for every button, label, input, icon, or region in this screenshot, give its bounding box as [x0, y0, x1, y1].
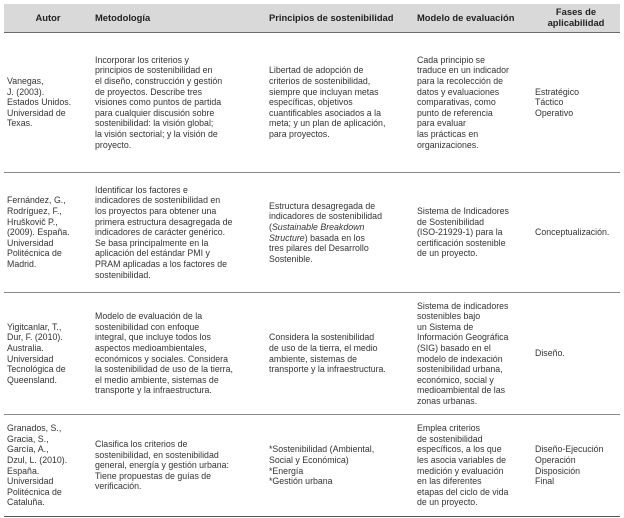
cell-line: comparativas, como [417, 97, 496, 108]
cell-line: visiones como puntos de partida [95, 97, 222, 108]
cell-modelo [414, 415, 532, 517]
header-autor: Autor [4, 4, 92, 33]
cell-line: Cataluña. [7, 497, 45, 508]
cell-line: Gracia, S., [7, 433, 49, 444]
cell-principios [266, 293, 414, 415]
cell-line: (2009). España. [7, 227, 70, 238]
cell-line: Texas. [7, 118, 33, 129]
cell-line [269, 222, 411, 233]
cell-line: J. (2003). [7, 86, 45, 97]
header-principios: Principios de sostenibilidad [266, 4, 414, 33]
cell-line: transporte y la infraestructura. [95, 385, 212, 396]
cell-line: Información Geográfica [417, 332, 509, 343]
cell-line: modelo de indexación [417, 353, 503, 364]
cell-autor [4, 33, 92, 173]
cell-line: sostenibilidad, en sostenibilidad [95, 449, 219, 460]
cell-line: Universidad [7, 353, 54, 364]
cell-fases [532, 293, 620, 415]
cell-line: traduce en un indicador [417, 65, 509, 76]
methodology-comparison-table [4, 4, 620, 517]
cell-line: cuantificables asociados a la [269, 107, 381, 118]
cell-line: Madrid. [7, 258, 37, 269]
cell-line: el diseño, construcción y gestión [95, 76, 223, 87]
cell-line: España. [7, 465, 40, 476]
cell-line: datos y evaluaciones [417, 86, 500, 97]
cell-line: Final [535, 476, 555, 487]
cell-line: proyecto. [95, 139, 132, 150]
cell-line: Tiene propuestas de guías de [95, 470, 212, 481]
text-fragment: ( [269, 221, 272, 232]
cell-line: aplicación del estándar PMI y [95, 248, 210, 259]
cell-line: de sostenibilidad [417, 433, 483, 444]
cell-line: para evaluar [417, 118, 466, 129]
cell-line: Se basa principalmente en la [95, 237, 209, 248]
cell-line: la sostenibilidad de uso de la tierra, [95, 364, 233, 375]
cell-line: medición y evaluación [417, 465, 504, 476]
table-row [4, 293, 620, 415]
cell-line: Estados Unidos. [7, 97, 72, 108]
cell-line: Táctico [535, 97, 564, 108]
table-row [4, 415, 620, 517]
cell-modelo [414, 33, 532, 173]
cell-line: las prácticas en [417, 128, 479, 139]
cell-line: García, A., [7, 444, 49, 455]
cell-line: punto de referencia [417, 107, 493, 118]
cell-line: sostenibilidad. [95, 269, 151, 280]
cell-line: Fernández, G., [7, 195, 66, 206]
cell-metodologia [92, 173, 266, 293]
cell-line: Operación [535, 454, 576, 465]
cell-line: Tecnológica de [7, 364, 66, 375]
cell-line: para cualquier discusión sobre [95, 107, 215, 118]
cell-line: aspectos medioambientales, [95, 342, 207, 353]
cell-line: la visión sectorial; y la visión de [95, 128, 218, 139]
cell-line: transporte y la infraestructura. [269, 364, 386, 375]
cell-line: Sistema de Indicadores [417, 206, 509, 217]
italic-term: Structure [269, 232, 305, 243]
cell-line: sostenibilidad con enfoque [95, 321, 200, 332]
cell-autor [4, 293, 92, 415]
cell-line: (ISO-21929-1) para la [417, 227, 503, 238]
cell-line: Hruškovič P., [7, 216, 58, 227]
cell-line: para proyectos. [269, 128, 330, 139]
cell-autor [4, 415, 92, 517]
cell-line: un Sistema de [417, 321, 474, 332]
cell-line: Dzul, L. (2010). [7, 454, 68, 465]
cell-fases [532, 173, 620, 293]
cell-line: de proyectos. Describe tres [95, 86, 203, 97]
cell-line: Vanegas, [7, 76, 44, 87]
cell-line: indicadores de sostenibilidad [269, 211, 382, 222]
cell-line: zonas urbanas. [417, 395, 478, 406]
cell-line: Estructura desagregada de [269, 200, 376, 211]
cell-line: sostenibilidad: la visión global; [95, 118, 214, 129]
cell-line: meta; y un plan de aplicación, [269, 118, 386, 129]
cell-line: de uso de la tierra, el medio [269, 342, 378, 353]
cell-line: etapas del ciclo de vida [417, 486, 509, 497]
cell-line: Cada principio se [417, 54, 485, 65]
cell-metodologia [92, 33, 266, 173]
cell-metodologia [92, 293, 266, 415]
cell-line: verificación. [95, 481, 142, 492]
cell-line: económico, social y [417, 374, 494, 385]
cell-line: indicadores de carácter genérico. [95, 227, 226, 238]
cell-line: Yigitcanlar, T., [7, 321, 62, 332]
cell-line: en las diferentes [417, 476, 482, 487]
cell-metodologia [92, 415, 266, 517]
cell-line: Australia. [7, 342, 44, 353]
cell-line: (SIG) basado en el [417, 342, 491, 353]
cell-line: *Sostenibilidad (Ambiental, [269, 444, 375, 455]
cell-line: Politécnica de [7, 248, 62, 259]
cell-line: Estratégico [535, 86, 580, 97]
cell-line: Sistema de indicadores [417, 300, 509, 311]
cell-fases [532, 415, 620, 517]
cell-line: les asocia variables de [417, 454, 506, 465]
cell-line: Social y Económica) [269, 454, 349, 465]
cell-line: *Gestión urbana [269, 476, 333, 487]
cell-line: de un proyecto. [417, 497, 478, 508]
table-row [4, 173, 620, 293]
cell-line: Politécnica de [7, 486, 62, 497]
cell-modelo [414, 173, 532, 293]
cell-line: Dur, F. (2010). [7, 332, 63, 343]
cell-line: los proyectos para obtener una [95, 206, 217, 217]
cell-line: Universidad [7, 476, 54, 487]
cell-line: específicas, objetivos [269, 97, 353, 108]
cell-line: general, energía y gestión urbana: [95, 460, 230, 471]
cell-line: Identificar los factores e [95, 184, 188, 195]
cell-line: Emplea criterios [417, 423, 481, 434]
cell-principios [266, 173, 414, 293]
cell-line: de Sostenibilidad [417, 216, 485, 227]
header-modelo: Modelo de evaluación [414, 4, 532, 33]
cell-line: sostenibilidad urbana, [417, 364, 503, 375]
cell-line: organizaciones. [417, 139, 479, 150]
cell-line: *Energía [269, 465, 304, 476]
cell-line: Libertad de adopción de [269, 65, 364, 76]
header-fases-line: aplicabilidad [547, 17, 605, 28]
cell-line: siempre que incluyan metas [269, 86, 379, 97]
cell-line: Universidad de [7, 107, 66, 118]
header-row [4, 4, 620, 33]
cell-line [269, 233, 411, 244]
header-fases [532, 4, 620, 33]
cell-line: primera estructura desagregada de [95, 216, 233, 227]
cell-line: criterios de sostenibilidad, [269, 76, 371, 87]
cell-line: Conceptualización. [535, 227, 610, 238]
cell-line: ambiente, sistemas de [269, 353, 358, 364]
table-row [4, 33, 620, 173]
cell-principios [266, 415, 414, 517]
cell-line: Incorporar los criterios y [95, 54, 189, 65]
cell-line: tres pilares del Desarrollo [269, 243, 369, 254]
cell-line: Universidad [7, 237, 54, 248]
cell-line: Rodríguez, F., [7, 206, 62, 217]
cell-line: Diseño-Ejecución [535, 444, 604, 455]
cell-line: medioambiental de las [417, 385, 506, 396]
cell-line: certificación sostenible [417, 237, 506, 248]
cell-line: Modelo de evaluación de la [95, 311, 203, 322]
cell-principios [266, 33, 414, 173]
cell-line: económicos y sociales. Considera [95, 353, 228, 364]
cell-line: Sostenible. [269, 253, 313, 264]
cell-line: principios de sostenibilidad en [95, 65, 213, 76]
cell-modelo [414, 293, 532, 415]
cell-line: Operativo [535, 107, 574, 118]
cell-line: Diseño. [535, 348, 565, 359]
cell-line: para la recolección de [417, 76, 504, 87]
cell-line: integral, que incluye todos los [95, 332, 211, 343]
cell-line: Clasifica los criterios de [95, 439, 188, 450]
cell-line: Considera la sostenibilidad [269, 332, 375, 343]
cell-line: de un proyecto. [417, 248, 478, 259]
text-fragment: ) basada en los [304, 232, 365, 243]
cell-fases [532, 33, 620, 173]
cell-line: PRAM aplicadas a los factores de [95, 258, 228, 269]
cell-line: específicos, a los que [417, 444, 502, 455]
italic-term: Sustainable Breakdown [271, 221, 365, 232]
header-fases-line: Fases de [555, 6, 597, 18]
cell-line: Disposición [535, 465, 580, 476]
header-metodologia: Metodología [92, 4, 266, 33]
cell-line: el medio ambiente, sistemas de [95, 374, 219, 385]
cell-line: indicadores de sostenibilidad en [95, 195, 221, 206]
cell-line: Queensland. [7, 374, 57, 385]
cell-autor [4, 173, 92, 293]
cell-line: sostenibles bajo [417, 311, 481, 322]
cell-line: Granados, S., [7, 423, 62, 434]
